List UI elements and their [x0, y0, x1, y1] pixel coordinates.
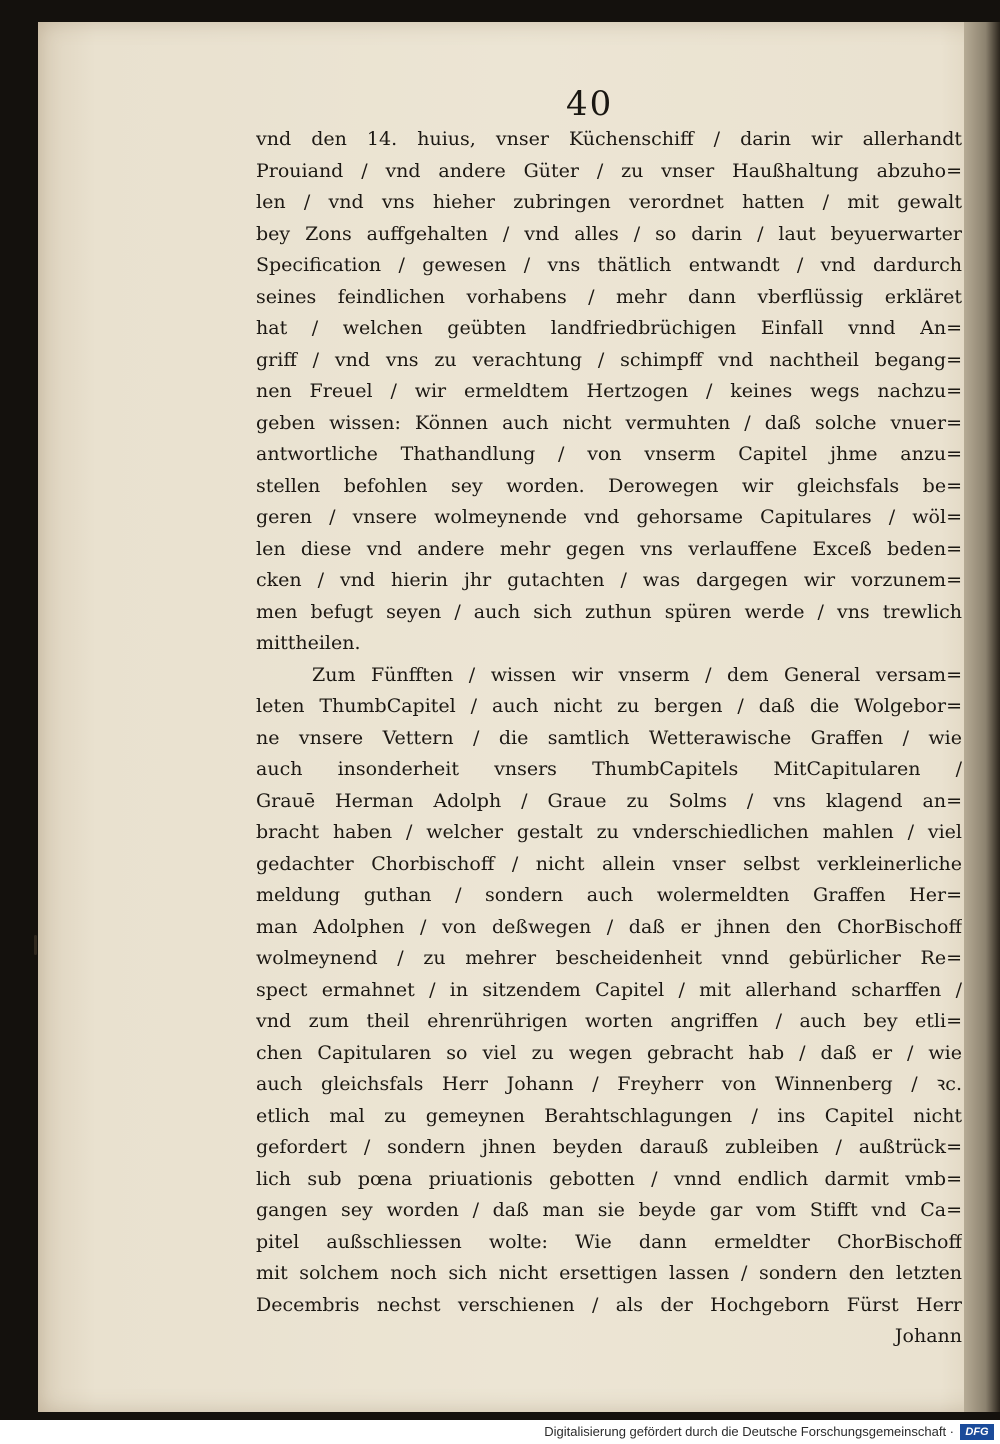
text-line: gedachter Chorbischoff / nicht allein vnser selbst verkleinerliche [256, 852, 962, 875]
text-line: len diese vnd andere mehr gegen vns verlauffene Exceß beden= [256, 537, 962, 560]
text-line: geren / vnsere wolmeynende vnd gehorsame Capitulares / wöl= [256, 506, 962, 528]
text-line: auch insonderheit vnsers ThumbCapitels MitCapitularen / [256, 758, 962, 780]
text-line: meldung guthan / sondern auch wolermeldten Graffen Her= [256, 884, 962, 906]
page-text [256, 124, 962, 1353]
text-line: chen Capitularen so viel zu wegen gebracht hab / daß er / wie [256, 1041, 962, 1064]
text-line: Decembris nechst verschienen / als der Hochgeborn Fürst Herr [256, 1293, 962, 1316]
text-line: bey Zons auffgehalten / vnd alles / so darin / laut beyuerwarter [256, 222, 962, 245]
text-line: men befugt seyen / auch sich zuthun spüren werde / vns trewlich [256, 600, 962, 623]
text-line: Specification / gewesen / vns thätlich entwandt / vnd dardurch [256, 254, 962, 276]
text-line: spect ermahnet / in sitzendem Capitel / mit allerhand scharffen / [256, 978, 962, 1001]
text-line: leten ThumbCapitel / auch nicht zu bergen / daß die Wolgebor= [256, 695, 962, 717]
text-line: len / vnd vns hieher zubringen verordnet hatten / mit gewalt [256, 191, 962, 213]
footer-credit: Digitalisierung gefördert durch die Deutsche Forschungsgemeinschaft · [544, 1424, 954, 1439]
text-line: mit solchem noch sich nicht ersettigen lassen / sondern den letzten [256, 1262, 962, 1284]
text-line: stellen befohlen sey worden. Derowegen wir gleichsfals be= [256, 474, 962, 497]
text-line: lich sub pœna priuationis gebotten / vnnd endlich darmit vmb= [256, 1167, 962, 1190]
text-line: nen Freuel / wir ermeldtem Hertzogen / keines wegs nachzu= [256, 380, 962, 402]
text-line: ne vnsere Vettern / die samtlich Wetterawische Graffen / wie [256, 726, 962, 749]
footer-bar [0, 1420, 1000, 1444]
text-line: vnd den 14. huius, vnser Küchenschiff / darin wir allerhandt [256, 128, 962, 150]
text-line: seines feindlichen vorhabens / mehr dann vberflüssig erkläret [256, 285, 962, 308]
text-line: Grauē Herman Adolph / Graue zu Solms / vns klagend an= [256, 789, 962, 812]
text-line: Zum Fünfften / wissen wir vnserm / dem General versam= [312, 663, 962, 686]
text-line: gangen sey worden / daß man sie beyde gar vom Stifft vnd Ca= [256, 1199, 962, 1221]
margin-mark [34, 935, 37, 955]
text-line: Prouiand / vnd andere Güter / zu vnser Haußhaltung abzuho= [256, 159, 962, 182]
text-line: mittheilen. [256, 632, 361, 654]
page-edge-shadow [964, 22, 1000, 1412]
page-number: 40 [566, 84, 614, 124]
text-line: geben wissen: Können auch nicht vermuhten / daß solche vnuer= [256, 411, 962, 434]
text-line: griff / vnd vns zu verachtung / schimpff vnd nachtheil begang= [256, 348, 962, 371]
dfg-logo-icon: DFG [960, 1424, 994, 1440]
text-line: bracht haben / welcher gestalt zu vnderschiedlichen mahlen / viel [256, 821, 962, 843]
text-line: antwortliche Thathandlung / von vnserm Capitel jhme anzu= [256, 443, 962, 465]
text-line: wolmeynend / zu mehrer bescheidenheit vnnd gebürlicher Re= [256, 947, 962, 969]
text-line: Johann [894, 1325, 962, 1347]
text-line: man Adolphen / von deßwegen / daß er jhnen den ChorBischoff [256, 915, 962, 938]
text-line: pitel außschliessen wolte: Wie dann ermeldter ChorBischoff [256, 1230, 962, 1253]
text-line: cken / vnd hierin jhr gutachten / was dargegen wir vorzunem= [256, 569, 962, 591]
text-line: hat / welchen geübten landfriedbrüchigen Einfall vnnd An= [256, 317, 962, 339]
text-line: vnd zum theil ehrenrührigen worten angriffen / auch bey etli= [256, 1010, 962, 1032]
text-line: etlich mal zu gemeynen Berahtschlagungen / ins Capitel nicht [256, 1104, 962, 1127]
text-line: auch gleichsfals Herr Johann / Freyherr von Winnenberg / ꝛc. [256, 1073, 962, 1095]
text-line: gefordert / sondern jhnen beyden darauß zubleiben / außtrück= [256, 1136, 962, 1158]
